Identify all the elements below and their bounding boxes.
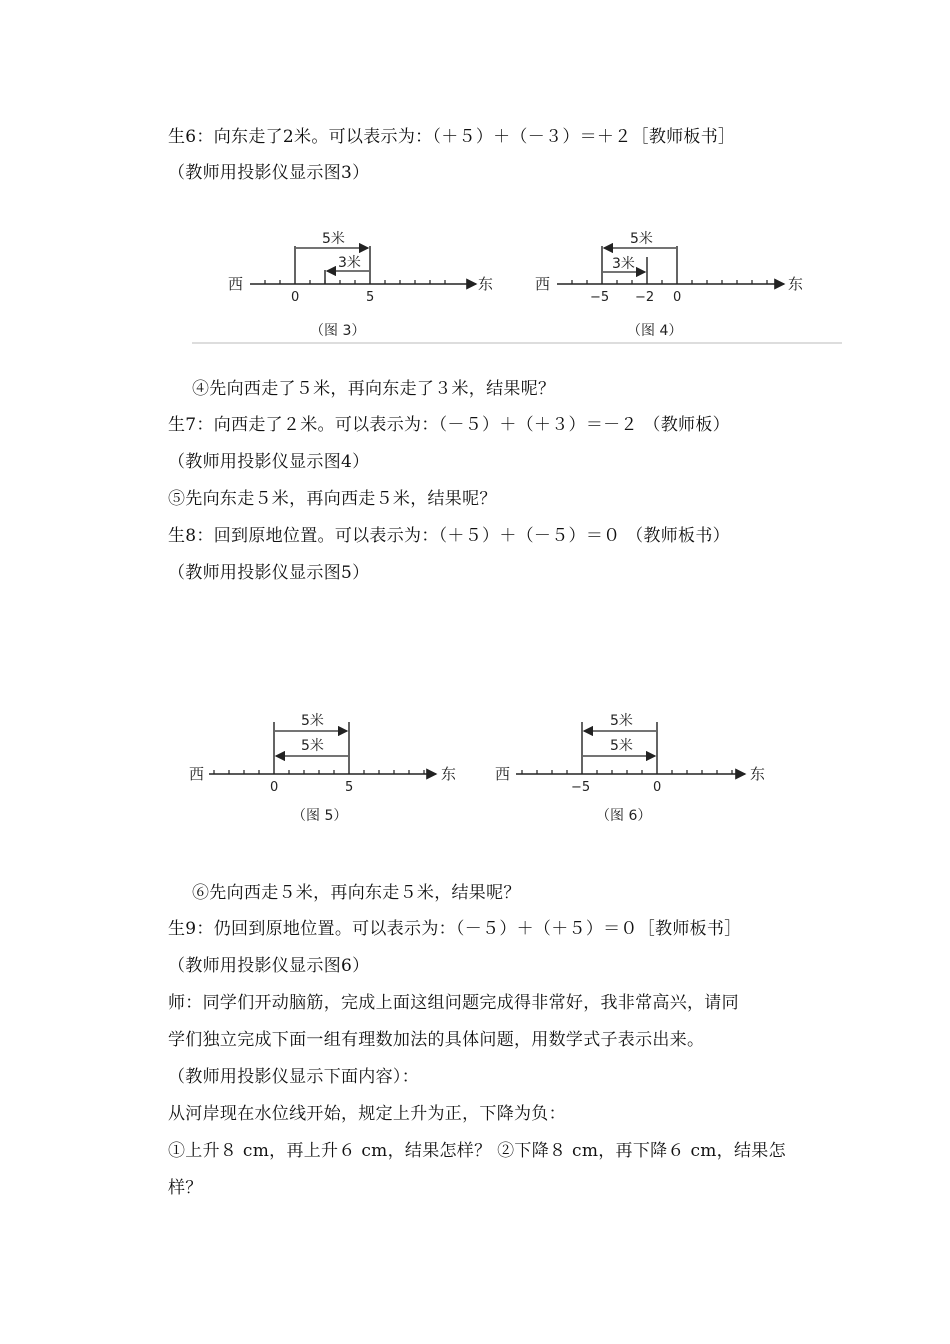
text-line-exercise: ①上升８ cm，再上升６ cm，结果怎样？ ②下降８ cm，再下降６ cm，结果怎 xyxy=(168,1141,786,1161)
text-line-show-fig3: （教师用投影仪显示图3） xyxy=(168,163,370,183)
text-line-student7: 生7：向西走了２米。可以表示为：（－５）＋（＋３）＝－２ （教师板） xyxy=(168,415,730,435)
tick-label-neg2: −2 xyxy=(635,290,655,305)
text-line-show-fig4: （教师用投影仪显示图4） xyxy=(168,452,370,472)
tick-label-5: 5 xyxy=(345,780,354,795)
west-label: 西 xyxy=(535,275,551,293)
label-3m: 3米 xyxy=(612,256,635,272)
text-line-exercise-cont: 样？ xyxy=(168,1178,203,1198)
caption-fig6: （图 6） xyxy=(596,808,652,824)
figure-6 xyxy=(495,712,765,824)
label-top-5m: 5米 xyxy=(301,713,324,729)
label-bottom-5m: 5米 xyxy=(610,738,633,754)
west-label: 西 xyxy=(189,765,205,783)
east-label: 东 xyxy=(750,765,766,783)
west-label: 西 xyxy=(228,275,244,293)
figure-3 xyxy=(228,230,493,339)
caption-fig5: （图 5） xyxy=(292,808,348,824)
west-label: 西 xyxy=(495,765,511,783)
text-line-student6: 生6：向东走了2米。可以表示为：（＋５）＋（－３）＝＋２［教师板书］ xyxy=(168,127,736,147)
tick-label-5: 5 xyxy=(366,290,375,305)
tick-label-0: 0 xyxy=(673,290,682,305)
figure-5 xyxy=(189,712,456,824)
text-line-student8: 生8：回到原地位置。可以表示为：（＋５）＋（－５）＝０ （教师板书） xyxy=(168,526,730,546)
text-line-question5: ⑤先向东走５米，再向西走５米，结果呢？ xyxy=(168,489,497,509)
caption-fig4: （图 4） xyxy=(627,323,683,339)
east-label: 东 xyxy=(478,275,494,293)
tick-label-neg5: −5 xyxy=(590,290,610,305)
text-line-teacher-1: 师：同学们开动脑筋，完成上面这组问题完成得非常好，我非常高兴，请同 xyxy=(168,993,739,1013)
tick-label-0: 0 xyxy=(653,780,662,795)
text-line-rule: 从河岸现在水位线开始，规定上升为正，下降为负： xyxy=(168,1104,566,1124)
text-line-question6: ⑥先向西走５米，再向东走５米，结果呢？ xyxy=(192,883,521,903)
tick-label-0: 0 xyxy=(270,780,279,795)
east-label: 东 xyxy=(441,765,457,783)
label-5m: 5米 xyxy=(630,231,653,247)
tick-label-neg5: −5 xyxy=(571,780,591,795)
text-line-student9: 生9：仍回到原地位置。可以表示为：（－５）＋（＋５）＝０［教师板书］ xyxy=(168,919,742,939)
text-line-show-fig5: （教师用投影仪显示图5） xyxy=(168,563,370,583)
label-bottom-5m: 5米 xyxy=(301,738,324,754)
caption-fig3: （图 3） xyxy=(310,323,366,339)
label-5m: 5米 xyxy=(322,231,345,247)
label-3m: 3米 xyxy=(338,255,361,271)
figure-4 xyxy=(535,230,803,339)
label-top-5m: 5米 xyxy=(610,713,633,729)
text-line-teacher-2: 学们独立完成下面一组有理数加法的具体问题，用数学式子表示出来。 xyxy=(168,1030,705,1050)
text-line-show-content: （教师用投影仪显示下面内容）： xyxy=(168,1067,419,1087)
text-line-question4: ④先向西走了５米，再向东走了３米，结果呢？ xyxy=(192,379,556,399)
text-line-show-fig6: （教师用投影仪显示图6） xyxy=(168,956,370,976)
east-label: 东 xyxy=(788,275,804,293)
tick-label-0: 0 xyxy=(291,290,300,305)
